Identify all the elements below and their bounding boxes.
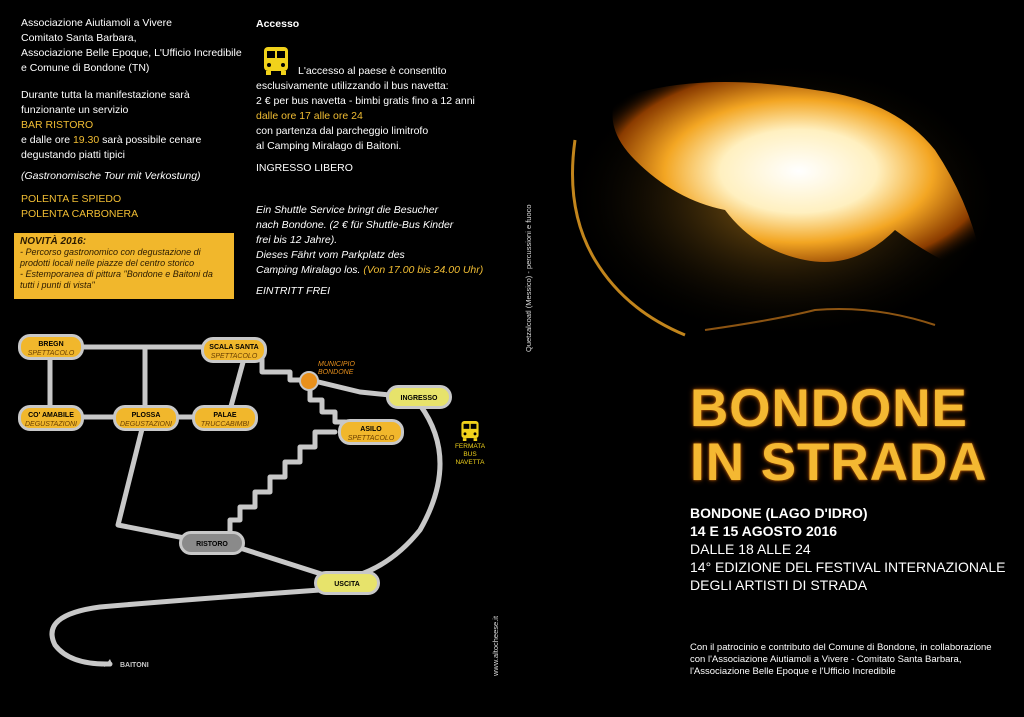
access-line: esclusivamente utilizzando il bus navetta: [256,80,449,92]
map-credit: www.altocheese.it [491,615,500,676]
node-plossa[interactable]: PLOSSA DEGUSTAZIONI [113,405,179,431]
title-line-2: IN STRADA [690,433,988,492]
novita-title: NOVITÀ 2016: [20,236,87,247]
baitoni-label: BAITONI [120,662,149,669]
access-line: al Camping Miralago di Baitoni. [256,140,402,152]
access-hours: dalle ore 17 alle ore 24 [256,110,363,122]
dinner-line: e dalle ore 19.30 sarà possibile cenare [21,134,202,146]
main-title [690,379,988,492]
novita-item: - Percorso gastronomico con degustazione di prodotti locali nelle piazze del centro storico [20,247,201,268]
photo-caption: Quetzalcoatl (Messico) - percussioni e fuoco [524,204,533,352]
municipio-label: MUNICIPIO BONDONE [318,361,355,376]
node-uscita[interactable]: USCITA [314,571,380,595]
eintritt-frei: EINTRITT FREI [256,285,331,297]
event-dates: 14 E 15 AGOSTO 2016 [690,523,838,539]
polenta-1: POLENTA E SPIEDO [21,193,122,205]
de-line: frei bis 12 Jahre). [256,234,338,246]
fire-performer-photo [555,60,1005,370]
event-edition-1: 14° EDIZIONE DEL FESTIVAL INTERNAZIONALE [690,559,1006,575]
gastro-note: (Gastronomische Tour mit Verkostung) [21,170,201,182]
service-line: funzionante un servizio [21,104,129,116]
ingresso-libero: INGRESSO LIBERO [256,162,353,174]
food-service-block [21,88,251,222]
access-line: 2 € per bus navetta - bimbi gratis fino a 12 anni [256,95,475,107]
patron-line: con l'Associazione Aiutiamoli a Vivere - Comitato Santa Barbara, [690,654,962,665]
municipio-marker [300,372,318,390]
organizers-block [21,16,251,76]
de-line: Dieses Fährt vom Parkplatz des [256,249,405,261]
event-location: BONDONE (LAGO D'IDRO) [690,505,868,521]
de-line: Ein Shuttle Service bringt die Besucher [256,204,439,216]
node-ristoro[interactable]: RISTORO [179,531,245,555]
node-scala-santa[interactable]: SCALA SANTA SPETTACOLO [201,337,267,363]
access-line: L'accesso al paese è consentito [298,65,447,77]
node-co-amabile[interactable]: CO' AMABILE DEGUSTAZIONI [18,405,84,431]
patron-line: Con il patrocinio e contributo del Comune di Bondone, in collaborazione [690,642,992,653]
assoc-line: Associazione Aiutiamoli a Vivere [21,17,172,29]
node-asilo[interactable]: ASILO SPETTACOLO [338,419,404,445]
assoc-line: Associazione Belle Epoque, L'Ufficio Incredibile [21,47,242,59]
assoc-line: e Comune di Bondone (TN) [21,62,150,74]
access-heading: Accesso [256,18,300,30]
bar-ristoro: BAR RISTORO [21,119,94,131]
bus-stop-icon [460,420,480,442]
access-line: con partenza dal parcheggio limitrofo [256,125,429,137]
event-edition-2: DEGLI ARTISTI DI STRADA [690,577,868,593]
bus-stop-label: FERMATA BUS NAVETTA [454,443,486,466]
polenta-2: POLENTA CARBONERA [21,208,139,220]
de-line: nach Bondone. (2 € für Shuttle-Bus Kinder [256,219,454,231]
node-ingresso[interactable]: INGRESSO [386,385,452,409]
novita-box [14,233,234,299]
dinner-line-2: degustando piatti tipici [21,149,125,161]
de-line: Camping Miralago los. (Von 17.00 bis 24.00 Uhr) [256,264,484,276]
access-block [256,64,506,176]
novita-item: - Estemporanea di pittura "Bondone e Baitoni da tutti i punti di vista" [20,269,213,290]
node-bregn[interactable]: BREGN SPETTACOLO [18,334,84,360]
german-block [256,203,506,299]
node-palae[interactable]: PALAE TRUCCABIMBI [192,405,258,431]
assoc-line: Comitato Santa Barbara, [21,32,137,44]
title-line-1: BONDONE [690,379,968,438]
event-info [690,504,1010,594]
patronage-block [690,642,1010,678]
patron-line: l'Associazione Belle Epoque e l'Ufficio Incredibile [690,666,896,677]
service-line: Durante tutta la manifestazione sarà [21,89,190,101]
event-hours: DALLE 18 ALLE 24 [690,541,811,557]
